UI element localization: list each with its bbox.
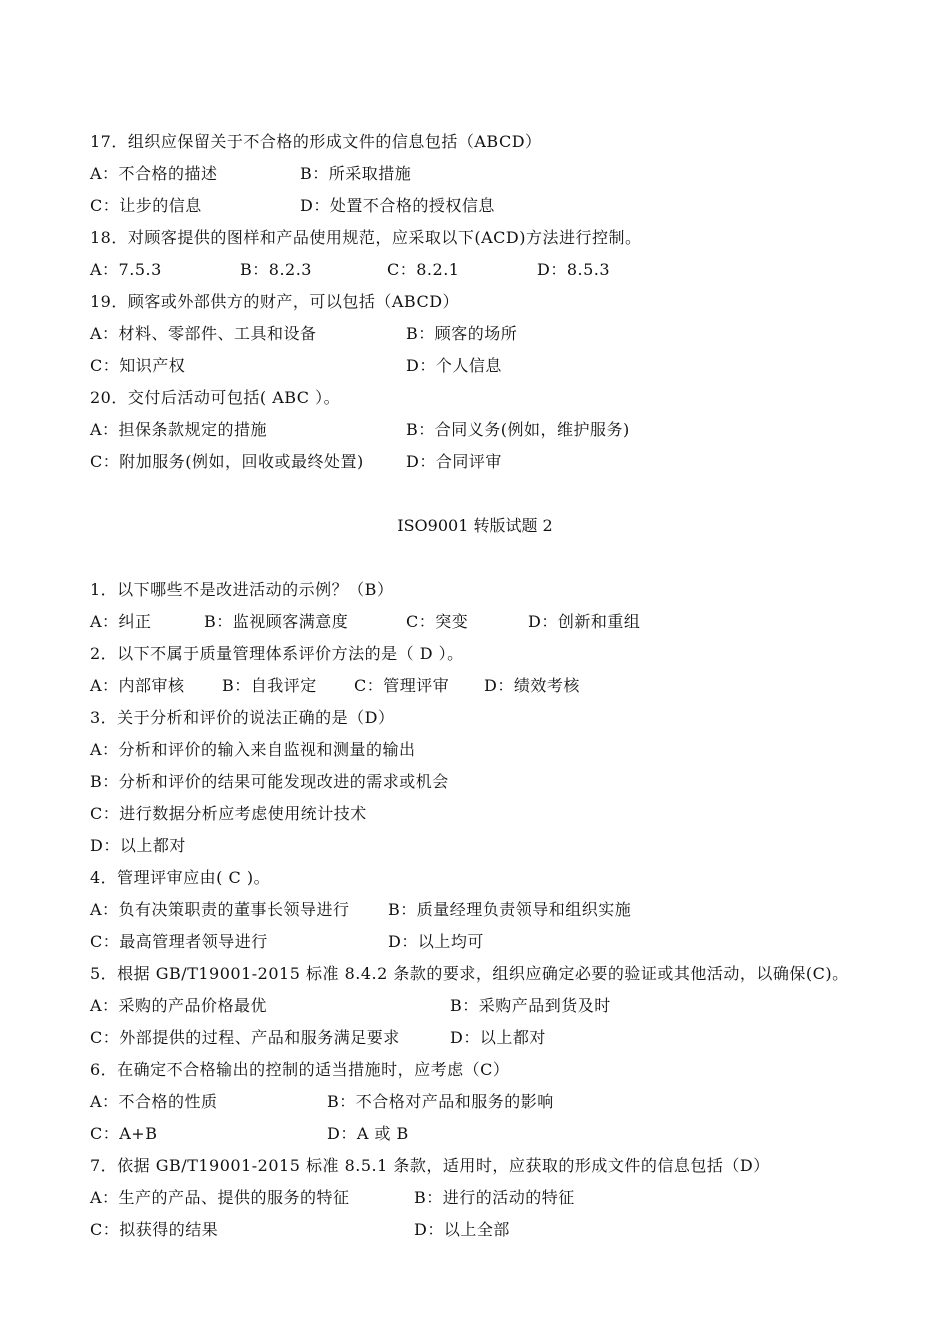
question-1-option-a: A：纠正 (90, 612, 152, 631)
section-title: ISO9001 转版试题 2 (397, 516, 553, 535)
question-6-option-c: C：A+B (90, 1124, 158, 1143)
question-2-option-a: A：内部审核 (90, 676, 185, 695)
question-1-option-c: C：突变 (406, 612, 469, 631)
question-17-option-d: D：处置不合格的授权信息 (300, 196, 495, 215)
question-1-option-b: B：监视顾客满意度 (204, 612, 349, 631)
question-7-stem: 7．依据 GB/T19001-2015 标准 8.5.1 条款，适用时，应获取的形成文件的信息包括（D） (90, 1156, 770, 1175)
question-19-option-d: D：个人信息 (406, 356, 502, 375)
question-20-option-b: B：合同义务(例如，维护服务) (406, 420, 630, 439)
question-20-option-c: C：附加服务(例如，回收或最终处置) (90, 452, 364, 471)
question-2-stem: 2．以下不属于质量管理体系评价方法的是（ D ）。 (90, 644, 464, 663)
question-4-stem: 4．管理评审应由( C )。 (90, 868, 271, 887)
question-17-stem: 17．组织应保留关于不合格的形成文件的信息包括（ABCD） (90, 132, 542, 151)
question-18-option-a: A：7.5.3 (90, 260, 162, 279)
question-5-option-b: B：采购产品到货及时 (450, 996, 611, 1015)
question-18-option-c: C：8.2.1 (387, 260, 460, 279)
question-19-stem: 19．顾客或外部供方的财产，可以包括（ABCD） (90, 292, 460, 311)
question-4-option-b: B：质量经理负责领导和组织实施 (388, 900, 632, 919)
question-4-option-c: C：最高管理者领导进行 (90, 932, 268, 951)
question-7-option-d: D：以上全部 (414, 1220, 510, 1239)
question-17-option-a: A：不合格的描述 (90, 164, 218, 183)
question-2-option-c: C：管理评审 (354, 676, 450, 695)
question-20-option-d: D：合同评审 (406, 452, 502, 471)
question-18-option-b: B：8.2.3 (240, 260, 312, 279)
question-4-option-d: D：以上均可 (388, 932, 484, 951)
question-3-option-d: D：以上都对 (90, 836, 186, 855)
question-5-option-c: C：外部提供的过程、产品和服务满足要求 (90, 1028, 400, 1047)
question-5-stem: 5．根据 GB/T19001-2015 标准 8.4.2 条款的要求，组织应确定必要的验证或其他活动，以确保(C)。 (90, 964, 849, 983)
question-3-stem: 3．关于分析和评价的说法正确的是（D） (90, 708, 395, 727)
question-20-stem: 20．交付后活动可包括( ABC ）。 (90, 388, 341, 407)
question-17-option-c: C：让步的信息 (90, 196, 202, 215)
question-3-option-c: C：进行数据分析应考虑使用统计技术 (90, 804, 367, 823)
question-19-option-b: B：顾客的场所 (406, 324, 518, 343)
question-3-option-b: B：分析和评价的结果可能发现改进的需求或机会 (90, 772, 449, 791)
question-2-option-d: D：绩效考核 (484, 676, 580, 695)
question-7-option-a: A：生产的产品、提供的服务的特征 (90, 1188, 350, 1207)
question-19-option-c: C：知识产权 (90, 356, 186, 375)
question-3-option-a: A：分析和评价的输入来自监视和测量的输出 (90, 740, 416, 759)
question-18-stem: 18．对顾客提供的图样和产品使用规范，应采取以下(ACD)方法进行控制。 (90, 228, 642, 247)
question-7-option-b: B：进行的活动的特征 (414, 1188, 575, 1207)
question-2-option-b: B：自我评定 (222, 676, 317, 695)
question-17-option-b: B：所采取措施 (300, 164, 412, 183)
question-7-option-c: C：拟获得的结果 (90, 1220, 219, 1239)
question-6-option-b: B：不合格对产品和服务的影响 (327, 1092, 554, 1111)
question-6-option-a: A：不合格的性质 (90, 1092, 218, 1111)
question-5-option-a: A：采购的产品价格最优 (90, 996, 268, 1015)
question-20-option-a: A：担保条款规定的措施 (90, 420, 268, 439)
question-19-option-a: A：材料、零部件、工具和设备 (90, 324, 317, 343)
question-5-option-d: D：以上都对 (450, 1028, 546, 1047)
question-1-stem: 1．以下哪些不是改进活动的示例？（B） (90, 580, 394, 599)
question-1-option-d: D：创新和重组 (528, 612, 641, 631)
question-6-stem: 6．在确定不合格输出的控制的适当措施时，应考虑（C） (90, 1060, 510, 1079)
question-4-option-a: A：负有决策职责的董事长领导进行 (90, 900, 350, 919)
question-6-option-d: D：A 或 B (327, 1124, 409, 1143)
question-18-option-d: D：8.5.3 (537, 260, 611, 279)
